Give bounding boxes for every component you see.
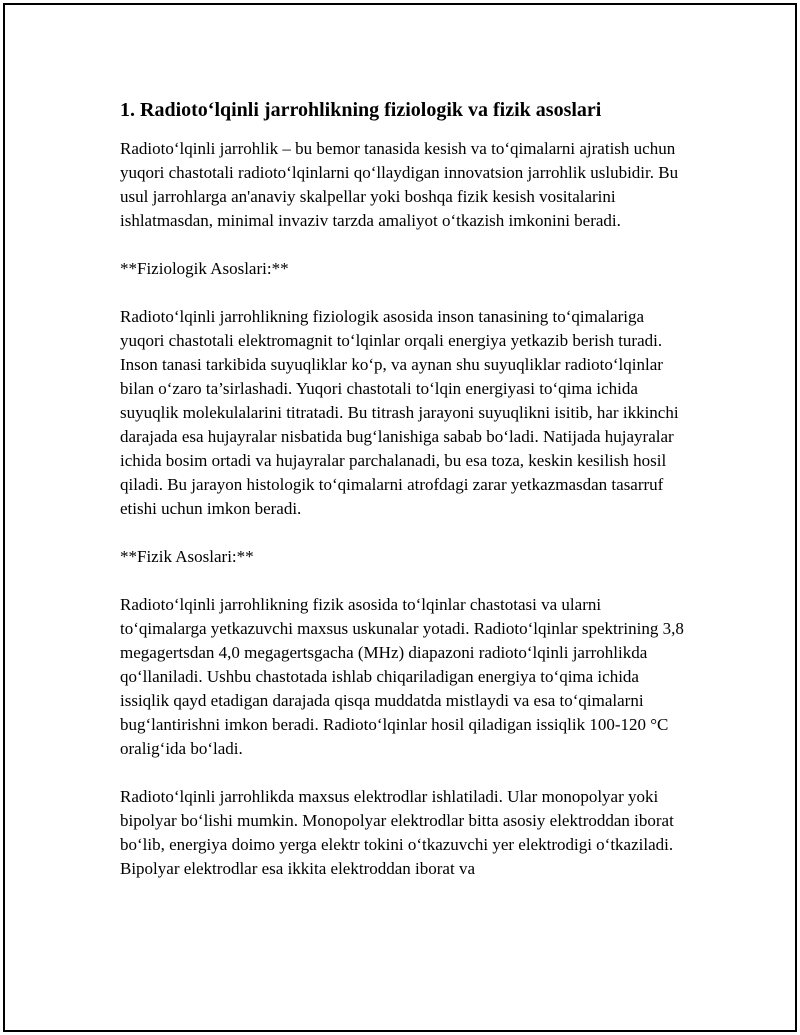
- document-page: [3, 3, 797, 1032]
- paragraph-intro: Radioto‘lqinli jarrohlik – bu bemor tanasida kesish va to‘qimalarni ajratish uchun yuqori chastotali radioto‘lqinlarni qo‘llaydigan innovatsion jarrohlik uslubidir. Bu usul jarrohlarga an'anaviy skalpellar yoki boshqa fizik kesish vositalarini ishlatmasdan, minimal invaziv tarzda amaliyot o‘tkazish imkonini beradi.: [120, 139, 679, 230]
- subheading-physical: **Fizik Asoslari:**: [120, 547, 254, 566]
- paragraph-physical: Radioto‘lqinli jarrohlikning fizik asosida to‘lqinlar chastotasi va ularni to‘qimalarga yetkazuvchi maxsus uskunalar yotadi. Radioto‘lqinlar spektrining 3,8 megagertsdan 4,0 megagertsgacha (MHz) diapazoni radioto‘lqinli jarrohlikda qo‘llaniladi. Ushbu chastotada ishlab chiqariladigan energiya to‘qima ichida issiqlik qayd etadigan darajada qisqa muddatda mistlaydi va esa to‘qimalarni bug‘lantirishni imkon beradi. Radioto‘lqinlar hosil qiladigan issiqlik 100-120 °C oralig‘ida bo‘ladi.: [120, 595, 684, 758]
- paragraph-electrodes: Radioto‘lqinli jarrohlikda maxsus elektrodlar ishlatiladi. Ular monopolyar yoki bipolyar bo‘lishi mumkin. Monopolyar elektrodlar bitta asosiy elektroddan iborat bo‘lib, energiya doimo yerga elektr tokini o‘tkazuvchi yer elektrodigi o‘tkaziladi. Bipolyar elektrodlar esa ikkita elektroddan iborat va: [120, 787, 674, 878]
- paragraph-physiological: Radioto‘lqinli jarrohlikning fiziologik asosida inson tanasining to‘qimalariga yuqori chastotali elektromagnit to‘lqinlar orqali energiya yetkazib berish turadi. Inson tanasi tarkibida suyuqliklar ko‘p, va aynan shu suyuqliklar radioto‘lqinlar bilan o‘zaro ta’sirlashadi. Yuqori chastotali to‘lqin energiyasi to‘qima ichida suyuqlik molekulalarini titratadi. Bu titrash jarayoni suyuqlikni isitib, har ikkinchi darajada esa hujayralar nisbatida bug‘lanishiga sabab bo‘ladi. Natijada hujayralar ichida bosim ortadi va hujayralar parchalanadi, bu esa toza, keskin kesilish hosil qiladi. Bu jarayon histologik to‘qimalarni atrofdagi zarar yetkazmasdan tasarruf etishi uchun imkon beradi.: [120, 307, 679, 518]
- subheading-physiological: **Fiziologik Asoslari:**: [120, 259, 289, 278]
- document-body: [120, 97, 685, 905]
- section-heading: 1. Radioto‘lqinli jarrohlikning fiziologik va fizik asoslari: [120, 99, 602, 121]
